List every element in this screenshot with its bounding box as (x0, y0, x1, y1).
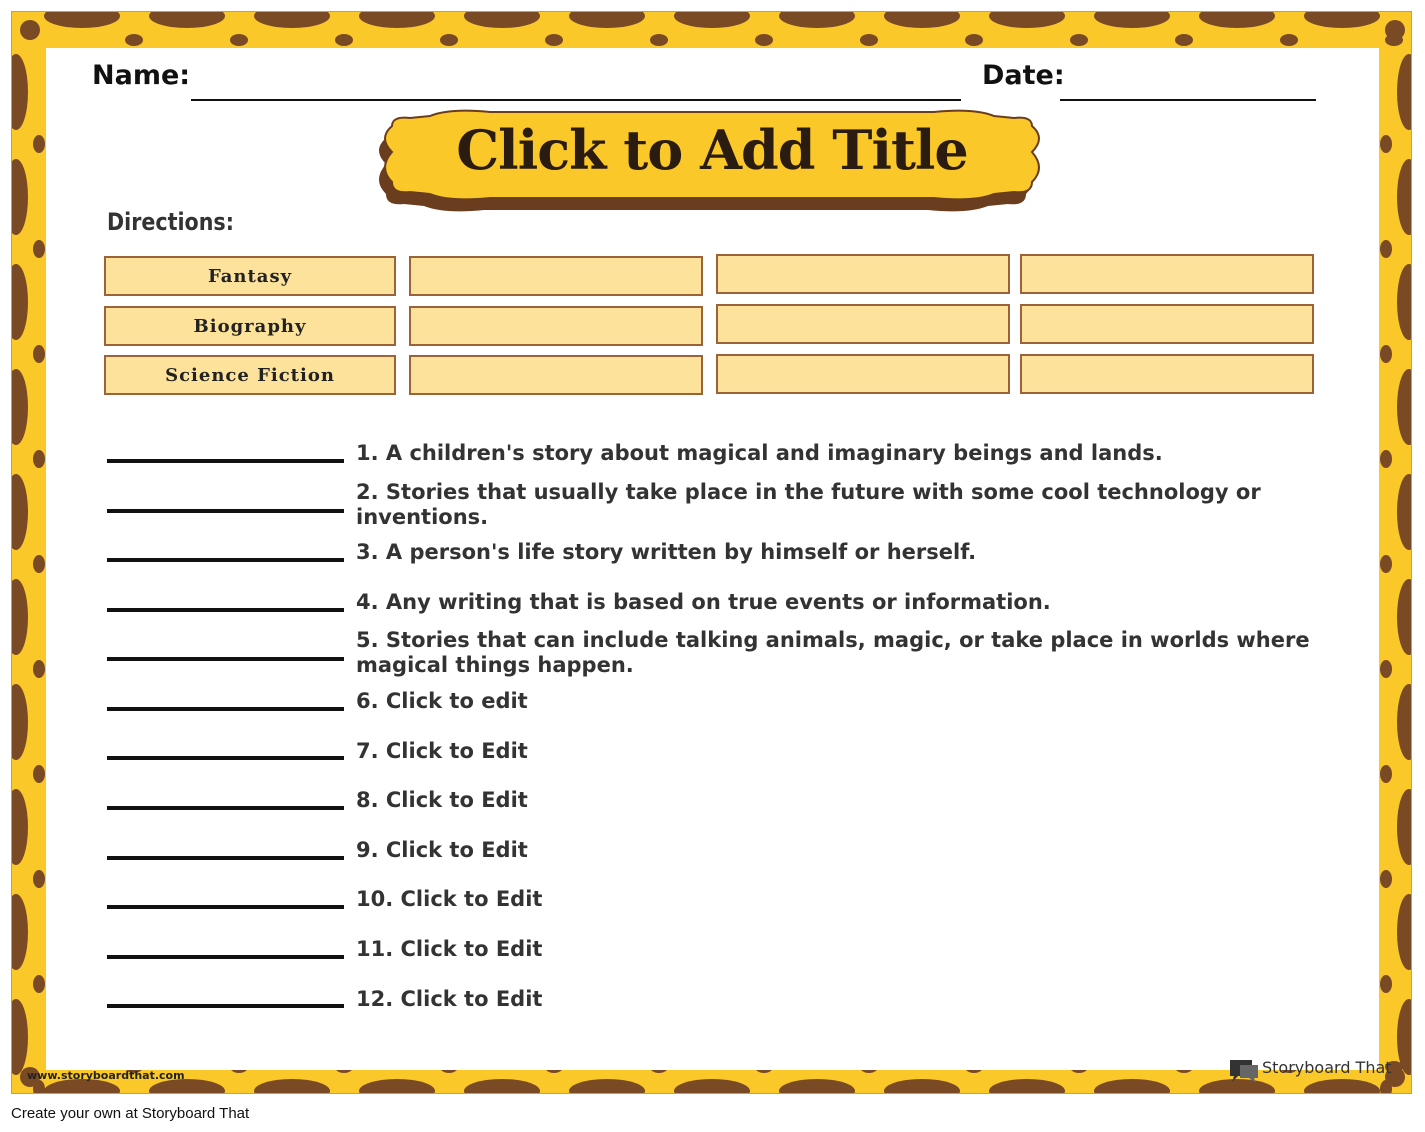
row-label-science-fiction (104, 355, 396, 395)
answer-blank-7[interactable] (107, 756, 344, 760)
date-field[interactable] (1060, 99, 1316, 101)
question-4[interactable]: 4. Any writing that is based on true events or information. (356, 590, 1051, 614)
table-cell[interactable] (409, 355, 703, 395)
answer-blank-11[interactable] (107, 955, 344, 959)
table-cell[interactable] (409, 256, 703, 296)
directions-label: Directions: (107, 208, 234, 236)
question-5[interactable]: 5. Stories that can include talking animals, magic, or take place in worlds where magical things happen. (356, 628, 1310, 677)
table-cell[interactable] (716, 354, 1010, 394)
question-9[interactable]: 9. Click to Edit (356, 838, 528, 862)
answer-blank-8[interactable] (107, 806, 344, 810)
row-label-biography (104, 306, 396, 346)
date-label: Date: (982, 60, 1065, 91)
answer-blank-1[interactable] (107, 459, 344, 463)
footer-url: www.storyboardthat.com (27, 1069, 185, 1082)
question-1[interactable]: 1. A children's story about magical and imaginary beings and lands. (356, 441, 1163, 465)
question-3[interactable]: 3. A person's life story written by himself or herself. (356, 540, 977, 564)
table-cell[interactable] (716, 254, 1010, 294)
answer-blank-2[interactable] (107, 509, 344, 513)
question-6[interactable]: 6. Click to edit (356, 689, 528, 713)
row-label-fantasy (104, 256, 396, 296)
table-cell[interactable] (716, 304, 1010, 344)
answer-blank-9[interactable] (107, 856, 344, 860)
question-12[interactable]: 12. Click to Edit (356, 987, 543, 1011)
answer-blank-5[interactable] (107, 657, 344, 661)
table-cell[interactable] (1020, 354, 1314, 394)
name-label: Name: (92, 60, 191, 91)
name-field[interactable] (191, 99, 961, 101)
answer-blank-4[interactable] (107, 608, 344, 612)
create-your-own-caption[interactable]: Create your own at Storyboard That (11, 1105, 250, 1122)
row-label-text: Biography (193, 315, 307, 337)
answer-blank-10[interactable] (107, 905, 344, 909)
answer-blank-12[interactable] (107, 1004, 344, 1008)
storyboard-that-logo (1228, 1056, 1403, 1084)
table-cell[interactable] (1020, 304, 1314, 344)
answer-blank-3[interactable] (107, 558, 344, 562)
brand-name: Storyboard That (1262, 1058, 1392, 1077)
question-8[interactable]: 8. Click to Edit (356, 788, 528, 812)
table-cell[interactable] (409, 306, 703, 346)
storyboard-logo-icon (1228, 1056, 1260, 1084)
row-label-text: Fantasy (207, 265, 293, 287)
row-label-text: Science Fiction (165, 364, 335, 386)
question-7[interactable]: 7. Click to Edit (356, 739, 528, 763)
worksheet-title[interactable]: Click to Add Title (456, 118, 968, 182)
question-11[interactable]: 11. Click to Edit (356, 937, 543, 961)
table-cell[interactable] (1020, 254, 1314, 294)
question-10[interactable]: 10. Click to Edit (356, 887, 543, 911)
question-2[interactable]: 2. Stories that usually take place in the future with some cool technology or inventions. (356, 480, 1261, 529)
title-banner[interactable] (370, 108, 1054, 212)
answer-blank-6[interactable] (107, 707, 344, 711)
